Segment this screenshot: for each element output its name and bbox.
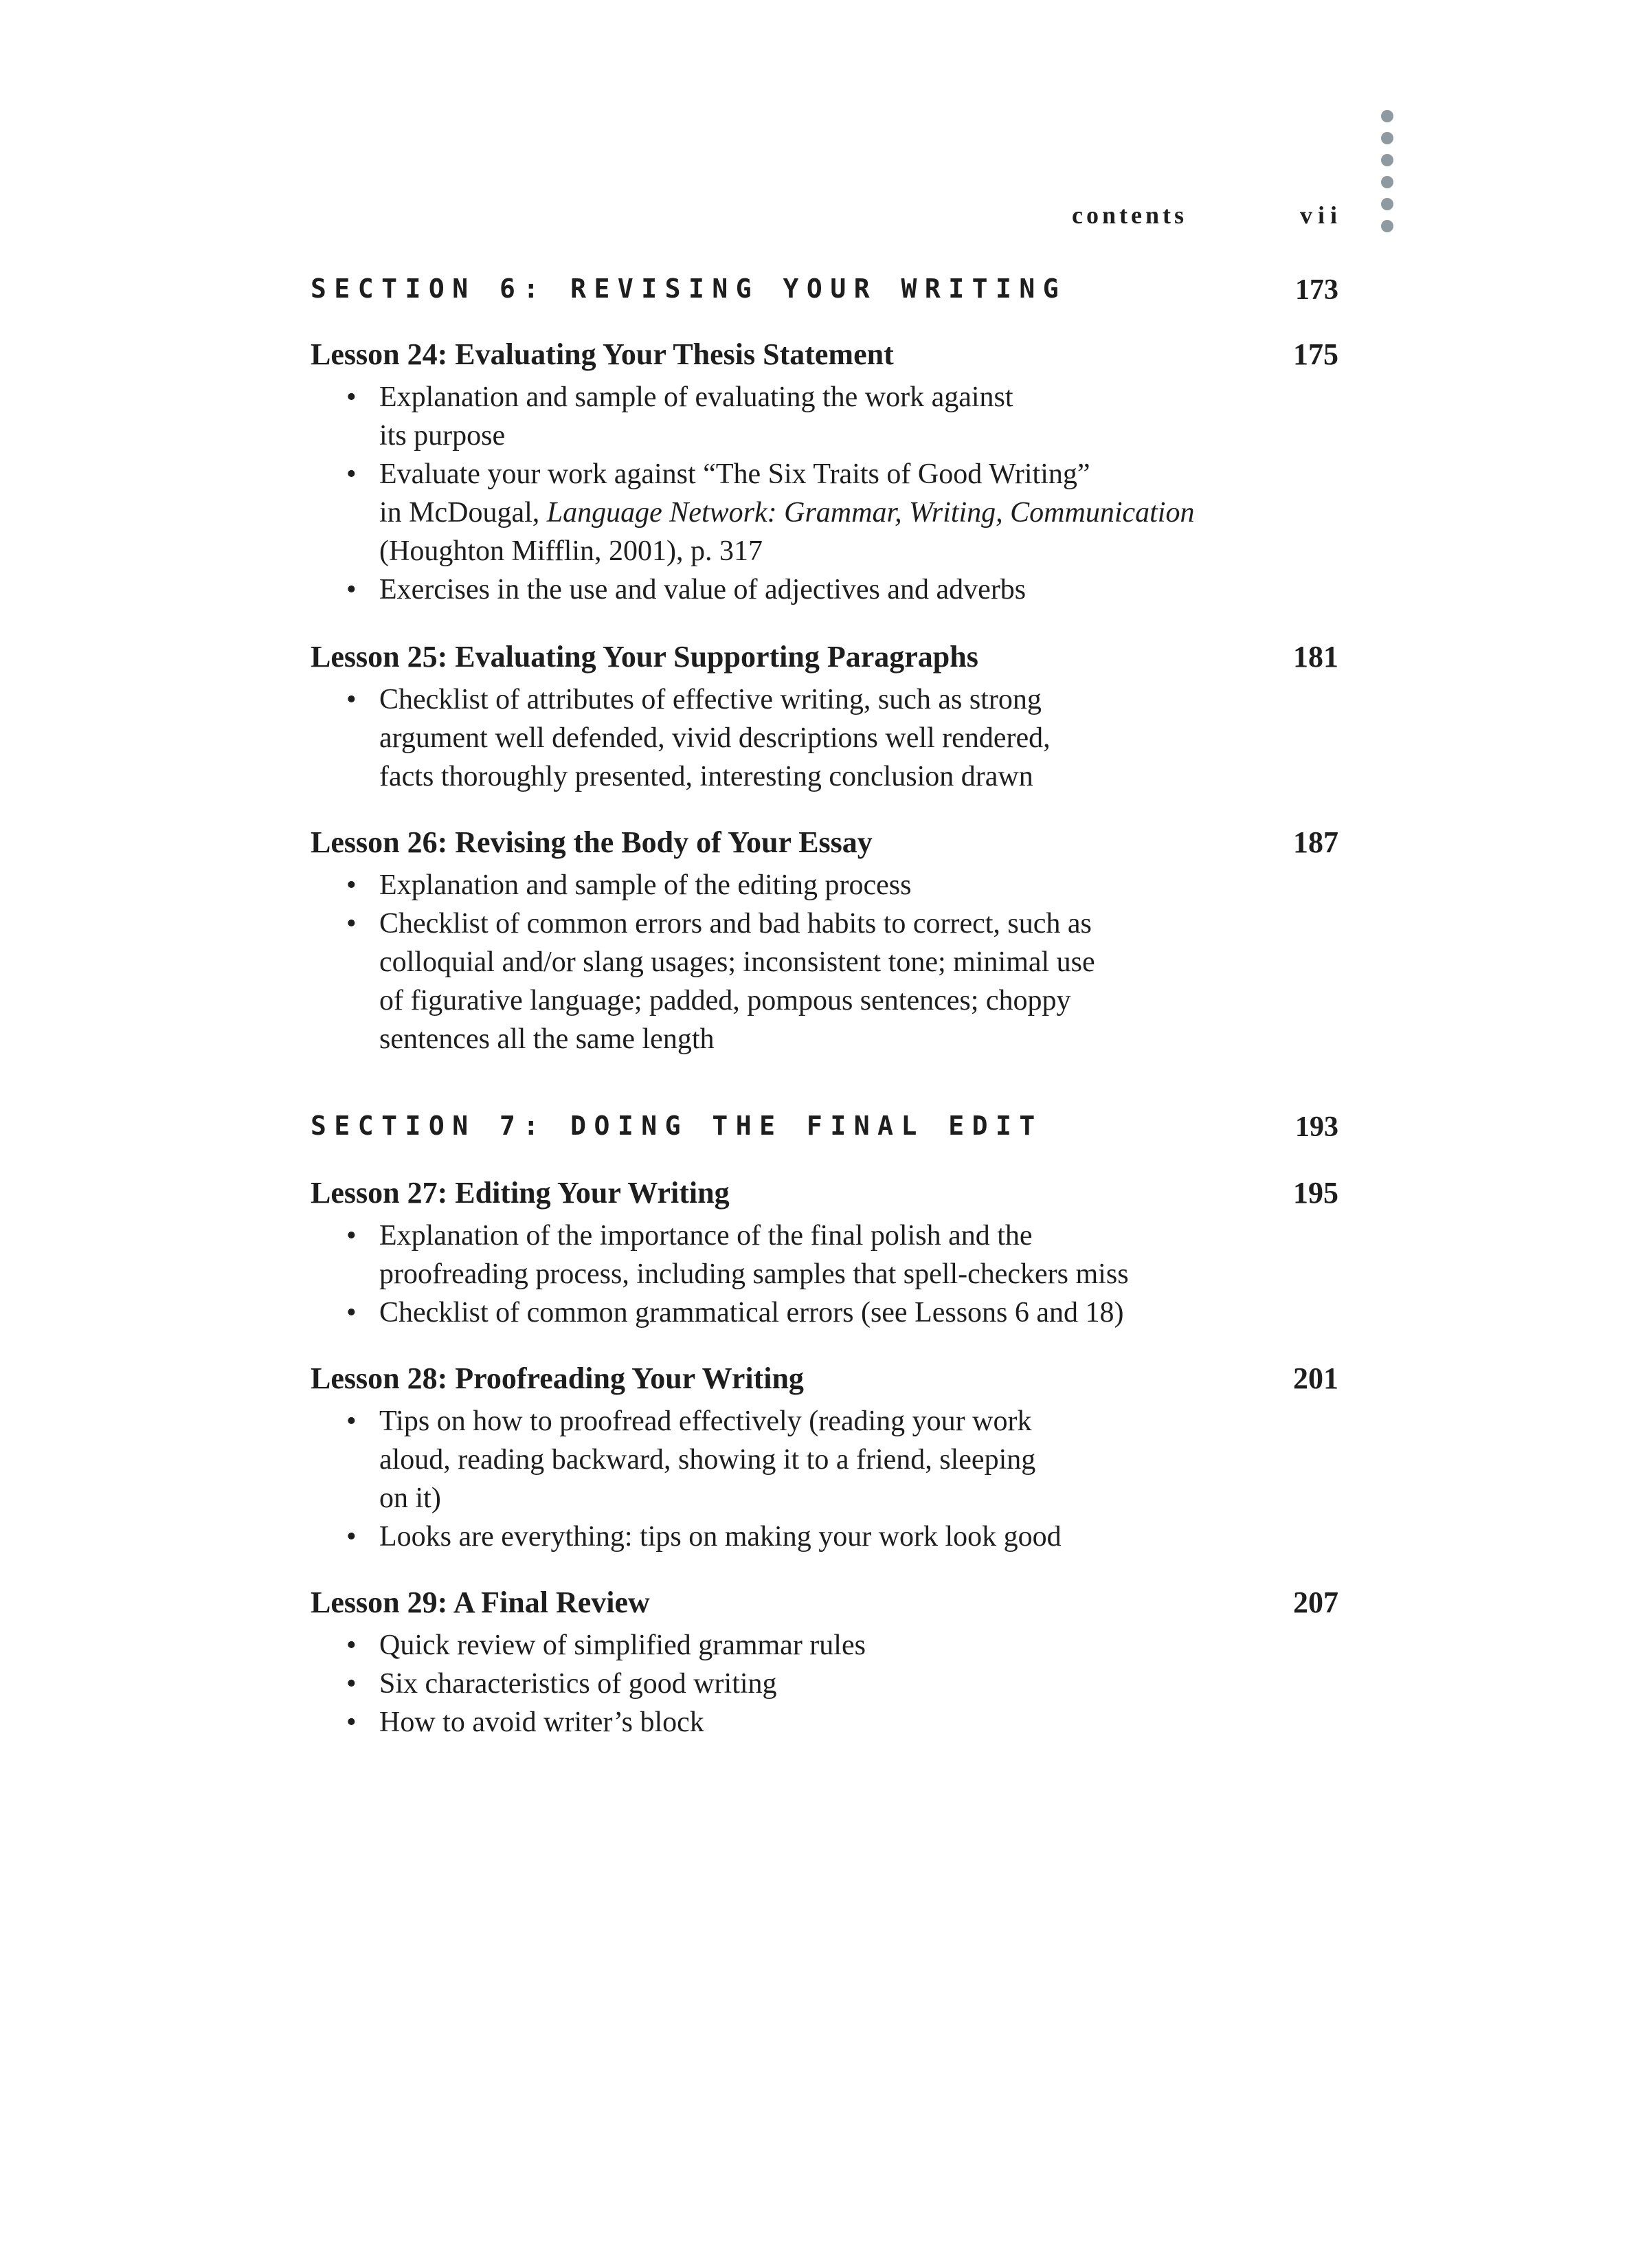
- list-item-text: Explanation and sample of evaluating the work against: [379, 381, 1013, 413]
- bullet-icon: •: [346, 1220, 357, 1252]
- lesson-page-number: 207: [1293, 1586, 1338, 1619]
- list-item-continuation: [379, 760, 1272, 799]
- list-item: [346, 573, 1272, 612]
- list-item-text: Checklist of attributes of effective writing, such as strong: [379, 684, 1042, 715]
- list-item-text: Tips on how to proofread effectively (reading your work: [379, 1405, 1032, 1437]
- list-item-text: on it): [379, 1482, 441, 1514]
- list-item: [346, 1706, 1272, 1744]
- list-item-continuation: [379, 1023, 1272, 1061]
- bullet-icon: •: [346, 381, 357, 413]
- list-item-text: Exercises in the use and value of adjectives and adverbs: [379, 574, 1027, 605]
- bullet-icon: •: [346, 1405, 357, 1437]
- list-item: [346, 1296, 1272, 1335]
- list-item-continuation: [379, 1443, 1272, 1482]
- lesson-heading: [311, 825, 1338, 863]
- lesson-title: Lesson 27: Editing Your Writing: [311, 1176, 730, 1210]
- list-item-text: sentences all the same length: [379, 1023, 715, 1055]
- bullet-icon: •: [346, 1630, 357, 1661]
- lesson-heading: [311, 1361, 1338, 1399]
- bullet-icon: •: [346, 458, 357, 490]
- list-item-text: Explanation of the importance of the final polish and the: [379, 1220, 1033, 1252]
- list-item-text: in McDougal,: [379, 497, 547, 529]
- list-item-continuation: [379, 496, 1272, 535]
- list-item-continuation: [379, 984, 1272, 1023]
- lesson-page-number: 195: [1293, 1176, 1338, 1210]
- list-item: [346, 1219, 1272, 1258]
- bullet-icon: •: [346, 1668, 357, 1700]
- list-item: [346, 907, 1272, 946]
- section-heading: [311, 1111, 1338, 1149]
- lesson-heading: [311, 639, 1338, 678]
- bullet-icon: •: [346, 1706, 357, 1738]
- list-item-text: Six characteristics of good writing: [379, 1668, 777, 1700]
- lesson-heading: [311, 337, 1338, 375]
- list-item: [346, 1667, 1272, 1706]
- bullet-icon: •: [346, 908, 357, 940]
- list-item-text: its purpose: [379, 420, 506, 452]
- lesson-heading: [311, 1585, 1338, 1623]
- list-item: [346, 683, 1272, 722]
- bullet-icon: •: [346, 1297, 357, 1328]
- section-heading: [311, 274, 1338, 312]
- list-item-continuation: [379, 1258, 1272, 1296]
- list-item-continuation: [379, 722, 1272, 760]
- list-item-text: aloud, reading backward, showing it to a friend, sleeping: [379, 1444, 1036, 1476]
- list-item-text: Quick review of simplified grammar rules: [379, 1630, 866, 1661]
- lesson-title: Lesson 29: A Final Review: [311, 1586, 650, 1619]
- bullet-icon: •: [346, 869, 357, 901]
- list-item-continuation: [379, 419, 1272, 458]
- list-item-text: How to avoid writer’s block: [379, 1706, 704, 1738]
- lesson-title: Lesson 24: Evaluating Your Thesis Statement: [311, 337, 894, 371]
- bullet-icon: •: [346, 1521, 357, 1553]
- list-item-text: proofreading process, including samples that spell-checkers miss: [379, 1258, 1129, 1290]
- list-item: [346, 869, 1272, 907]
- list-item-text: Evaluate your work against “The Six Traits of Good Writing”: [379, 458, 1090, 490]
- list-item: [346, 1520, 1272, 1559]
- lesson-title: Lesson 28: Proofreading Your Writing: [311, 1361, 804, 1395]
- lesson-title: Lesson 26: Revising the Body of Your Essay: [311, 825, 873, 859]
- list-item-continuation: [379, 946, 1272, 984]
- bullet-icon: •: [346, 574, 357, 605]
- list-item-text: Explanation and sample of the editing process: [379, 869, 912, 901]
- section-label: SECTION 6: REVISING YOUR WRITING: [311, 274, 1067, 304]
- lesson-heading: [311, 1175, 1338, 1214]
- list-item-text: Checklist of common grammatical errors (see Lessons 6 and 18): [379, 1297, 1124, 1328]
- list-item-text: of figurative language; padded, pompous sentences; choppy: [379, 985, 1071, 1016]
- section-label: SECTION 7: DOING THE FINAL EDIT: [311, 1111, 1043, 1141]
- list-item-text: colloquial and/or slang usages; inconsistent tone; minimal use: [379, 946, 1095, 978]
- list-item-text: facts thoroughly presented, interesting conclusion drawn: [379, 761, 1033, 792]
- lesson-page-number: 181: [1293, 640, 1338, 674]
- bullet-icon: •: [346, 684, 357, 715]
- list-item: [346, 458, 1272, 496]
- section-page-number: 193: [1295, 1111, 1338, 1143]
- list-item-continuation: [379, 1482, 1272, 1520]
- list-item-continuation: [379, 535, 1272, 573]
- list-item-text: Checklist of common errors and bad habits to correct, such as: [379, 908, 1092, 940]
- running-head-title: contents: [1072, 201, 1187, 229]
- list-item: [346, 1405, 1272, 1443]
- list-item: [346, 1629, 1272, 1667]
- list-item-text: argument well defended, vivid descriptions well rendered,: [379, 722, 1051, 754]
- list-item-text: (Houghton Mifflin, 2001), p. 317: [379, 535, 763, 567]
- lesson-page-number: 175: [1293, 337, 1338, 371]
- lesson-title: Lesson 25: Evaluating Your Supporting Paragraphs: [311, 640, 978, 674]
- lesson-page-number: 187: [1293, 825, 1338, 859]
- list-item-text: Looks are everything: tips on making your work look good: [379, 1521, 1062, 1553]
- list-item: [346, 381, 1272, 419]
- book-title: Language Network: Grammar, Writing, Communication: [546, 497, 1195, 529]
- lesson-page-number: 201: [1293, 1361, 1338, 1395]
- section-page-number: 173: [1295, 274, 1338, 306]
- running-head-page-number: vii: [1300, 201, 1343, 229]
